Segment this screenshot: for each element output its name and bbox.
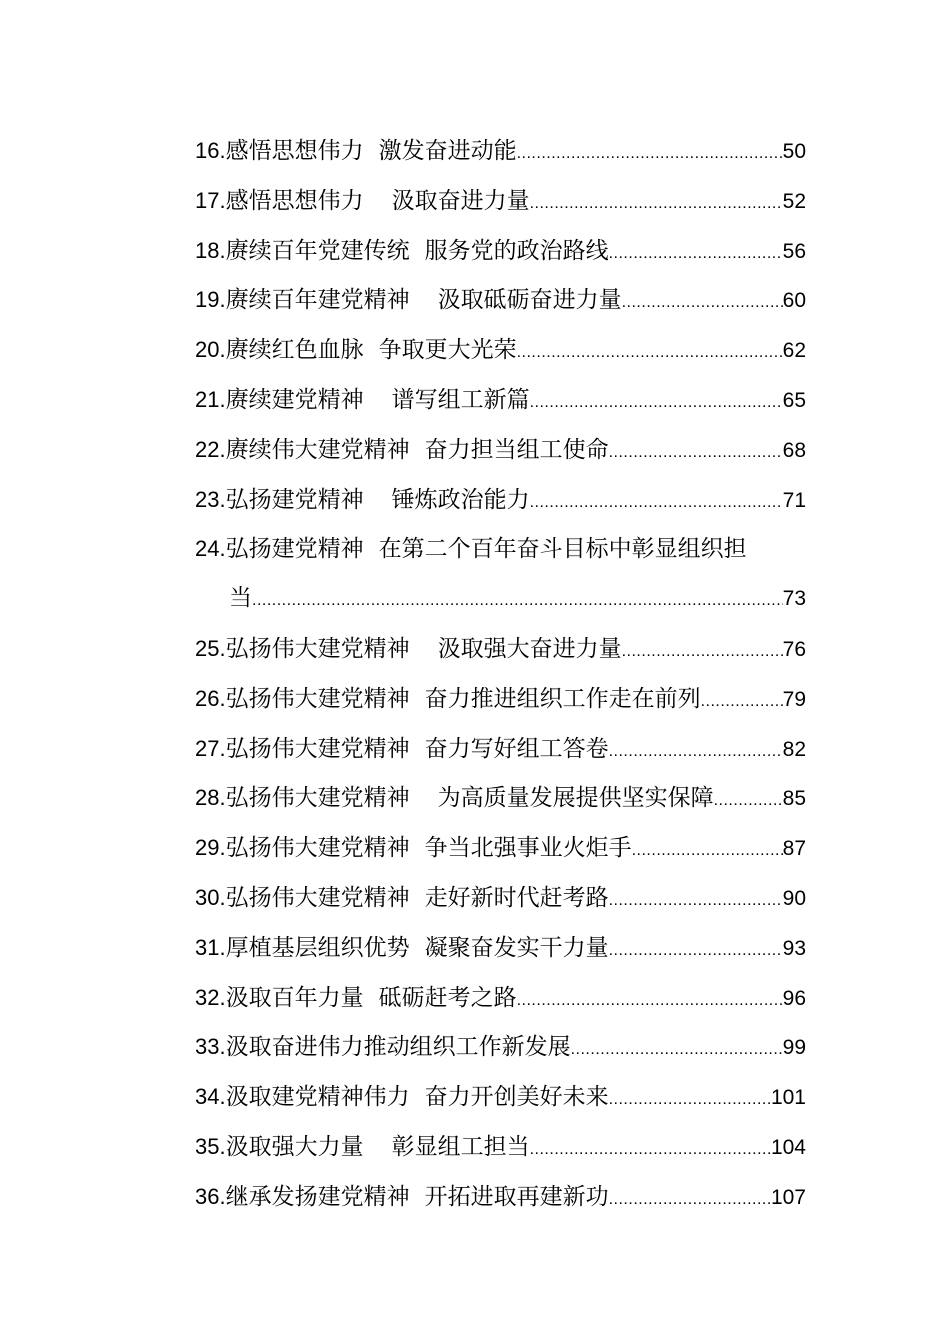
toc-entry-title-sub: 争取更大光荣 (378, 337, 517, 364)
toc-entry-title (226, 1123, 530, 1172)
toc-entry-number: 23. (195, 486, 226, 512)
toc-entry-title-main: 弘扬建党精神 (225, 536, 364, 563)
toc-entry-title-sub: 汲取强大奋进力量 (437, 635, 622, 662)
toc-entry-number: 26. (195, 685, 226, 711)
toc-entry-title-main: 赓续建党精神 (225, 386, 364, 413)
toc-entry-number: 36. (195, 1183, 226, 1209)
toc-entry-number: 27. (195, 735, 226, 761)
toc-entry-page-number: 50 (782, 140, 806, 163)
toc-entry-title (226, 227, 609, 276)
toc-entry-title-main: 弘扬伟大建党精神 (225, 785, 410, 812)
toc-leader-dots (609, 229, 783, 276)
toc-entry[interactable] (195, 325, 806, 375)
toc-leader-dots (609, 926, 783, 973)
toc-entry-title-sub: 奋力推进组织工作走在前列 (424, 685, 701, 712)
toc-entry-title-main: 赓续红色血脉 (225, 337, 364, 364)
toc-entry-title (226, 824, 632, 873)
toc-entry-title (226, 476, 530, 525)
toc-entry[interactable] (195, 1072, 806, 1122)
toc-entry-number: 30. (195, 884, 226, 910)
toc-entry[interactable] (195, 574, 806, 624)
toc-entry-title-sub: 奋力写好组工答卷 (424, 735, 609, 762)
toc-entry-number: 35. (195, 1133, 226, 1159)
toc-entry-title-main: 弘扬伟大建党精神 (225, 835, 410, 862)
toc-leader-dots (517, 129, 783, 176)
toc-entry-title-main: 赓续伟大建党精神 (225, 436, 410, 463)
toc-entry[interactable] (195, 475, 806, 525)
toc-entry-title-main: 赓续百年党建传统 (225, 237, 410, 264)
toc-entry-number: 33. (195, 1034, 226, 1060)
toc-entry-title (226, 625, 622, 674)
toc-entry-page-number: 85 (782, 787, 806, 811)
toc-leader-dots (632, 826, 783, 873)
toc-entry-title-main: 弘扬伟大建党精神 (225, 685, 410, 712)
toc-leader-dots (714, 776, 783, 823)
toc-entry-number: 24. (195, 536, 226, 562)
toc-entry-title-main: 赓续百年建党精神 (225, 287, 410, 314)
toc-entry-page-number: 71 (782, 488, 806, 512)
toc-entry-page-number: 99 (782, 1036, 806, 1060)
toc-entry-number: 17. (195, 187, 226, 213)
toc-leader-dots (530, 378, 783, 425)
toc-entry[interactable] (195, 524, 806, 574)
toc-entry[interactable] (195, 674, 806, 724)
toc-entry-title-main: 汲取建党精神伟力 (225, 1084, 410, 1111)
toc-entry-title-sub: 服务党的政治路线 (424, 237, 609, 264)
toc-entry[interactable] (195, 873, 806, 923)
toc-entry-page-number: 52 (782, 189, 806, 213)
toc-entry-page-number: 79 (782, 687, 806, 711)
toc-leader-dots (517, 976, 783, 1023)
toc-entry-number: 19. (195, 287, 226, 313)
toc-entry-number: 34. (195, 1084, 226, 1110)
toc-entry[interactable] (195, 1022, 806, 1072)
toc-entry[interactable] (195, 923, 806, 973)
toc-entry-number: 21. (195, 386, 226, 412)
toc-entry-title-main: 感悟思想伟力 (225, 138, 364, 164)
toc-entry-number: 25. (195, 635, 226, 661)
toc-entry-title (226, 1073, 609, 1122)
toc-entry-title-sub: 走好新时代赶考路 (424, 884, 609, 911)
toc-entry-page-number: 82 (782, 737, 806, 761)
toc-entry-title-main: 汲取强大力量 (225, 1133, 364, 1160)
toc-leader-dots (609, 1075, 771, 1122)
toc-entry-number: 18. (195, 237, 226, 263)
toc-entry-title-main: 弘扬伟大建党精神 (225, 884, 410, 911)
toc-entry-title-main: 弘扬伟大建党精神 (225, 735, 410, 762)
toc-entry-title-main: 弘扬建党精神 (225, 486, 364, 513)
toc-entry-title-sub: 凝聚奋发实干力量 (424, 934, 609, 961)
toc-entry-title-sub: 汲取奋进力量 (391, 187, 530, 214)
toc-entry-title (226, 276, 622, 325)
toc-entry-page-number: 87 (782, 837, 806, 861)
toc-entry-page-number: 96 (782, 986, 806, 1010)
toc-entry-title (226, 426, 609, 475)
toc-entry-number: 16. (195, 138, 226, 163)
toc-entry-title-sub: 砥砺赶考之路 (378, 984, 517, 1011)
toc-entry-title (226, 525, 747, 574)
toc-entry-title-main: 继承发扬建党精神 (225, 1183, 410, 1210)
toc-entry[interactable] (195, 624, 806, 674)
toc-entry-title-main: 汲取百年力量 (225, 984, 364, 1011)
toc-entry-title-main: 当 (229, 585, 252, 612)
toc-entry-title-sub: 汲取砥砺奋进力量 (437, 287, 622, 314)
toc-entry-title (229, 574, 252, 624)
toc-leader-dots (622, 627, 783, 674)
toc-entry-number: 28. (195, 785, 226, 811)
toc-entry-page-number: 104 (770, 1135, 806, 1159)
toc-entry[interactable] (195, 275, 806, 325)
toc-entry-number: 29. (195, 835, 226, 861)
toc-entry-title (226, 924, 609, 973)
toc-leader-dots (530, 478, 783, 525)
toc-entry-title-sub: 奋力担当组工使命 (424, 436, 609, 463)
toc-leader-dots (571, 1025, 783, 1072)
toc-entry-title-main: 汲取奋进伟力推动组织工作新发展 (225, 1034, 571, 1061)
toc-entry-title-sub: 锤炼政治能力 (391, 486, 530, 513)
toc-leader-dots (530, 179, 783, 226)
toc-entry-page-number: 62 (782, 339, 806, 363)
toc-entry[interactable] (195, 176, 806, 226)
toc-leader-dots (530, 1125, 771, 1172)
toc-entry-page-number: 76 (782, 637, 806, 661)
toc-entry[interactable] (195, 823, 806, 873)
toc-entry[interactable] (195, 973, 806, 1023)
toc-entry-title-main: 厚植基层组织优势 (225, 934, 410, 961)
toc-entry-title-sub: 谱写组工新篇 (391, 386, 530, 413)
toc-entry-title-sub: 奋力开创美好未来 (424, 1084, 609, 1111)
toc-entry-page-number: 90 (782, 886, 806, 910)
toc-entry-title (226, 127, 517, 176)
toc-entry-number: 22. (195, 436, 226, 462)
toc-entry-page-number: 60 (782, 289, 806, 313)
toc-entry-title-sub: 彰显组工担当 (391, 1133, 530, 1160)
toc-entry-number: 32. (195, 984, 226, 1010)
toc-entry-title-main: 弘扬伟大建党精神 (225, 635, 410, 662)
toc-entry-page-number: 65 (782, 388, 806, 412)
toc-entry-title (226, 974, 517, 1023)
toc-entry-page-number: 107 (770, 1185, 806, 1209)
toc-entry-title (226, 725, 609, 774)
toc-entry[interactable] (195, 375, 806, 425)
toc-entry[interactable] (195, 724, 806, 774)
toc-entry-page-number: 101 (770, 1086, 806, 1110)
toc-leader-dots (609, 727, 783, 774)
toc-entry[interactable] (195, 1172, 806, 1222)
toc-entry-number: 31. (195, 934, 226, 960)
toc-entry-title (226, 1173, 609, 1222)
toc-leader-dots (701, 677, 783, 724)
toc-leader-dots (517, 328, 783, 375)
toc-entry-page-number: 93 (782, 936, 806, 960)
toc-entry-title (226, 177, 530, 226)
toc-entry-title-sub: 在第二个百年奋斗目标中彰显组织担 (378, 536, 747, 563)
toc-entry-page-number: 68 (782, 438, 806, 462)
toc-leader-dots (622, 278, 783, 325)
toc-entry-title (226, 675, 701, 724)
toc-entry-page-number: 73 (782, 587, 806, 611)
toc-entry-title-main: 感悟思想伟力 (225, 187, 364, 214)
toc-leader-dots (252, 576, 783, 624)
toc-entry-title (226, 774, 714, 823)
toc-entry-title-sub: 开拓进取再建新功 (424, 1183, 609, 1210)
toc-entry-title-sub: 激发奋进动能 (378, 138, 517, 164)
toc-entry[interactable] (195, 1122, 806, 1172)
toc-leader-dots (609, 1175, 771, 1222)
toc-entry-title-sub: 为高质量发展提供坚实保障 (437, 785, 714, 812)
toc-entry[interactable] (195, 773, 806, 823)
toc-entry-title (226, 874, 609, 923)
toc-entry-title-sub: 争当北强事业火炬手 (424, 835, 632, 862)
toc-entry[interactable] (195, 226, 806, 276)
toc-entry-number: 20. (195, 337, 226, 363)
toc-leader-dots (609, 428, 783, 475)
toc-entry-page-number: 56 (782, 239, 806, 263)
table-of-contents (195, 126, 806, 1222)
toc-entry-title (226, 376, 530, 425)
toc-leader-dots (609, 876, 783, 923)
toc-entry-title (226, 326, 517, 375)
toc-entry[interactable] (195, 126, 806, 176)
toc-entry[interactable] (195, 425, 806, 475)
toc-entry-title (226, 1023, 571, 1072)
